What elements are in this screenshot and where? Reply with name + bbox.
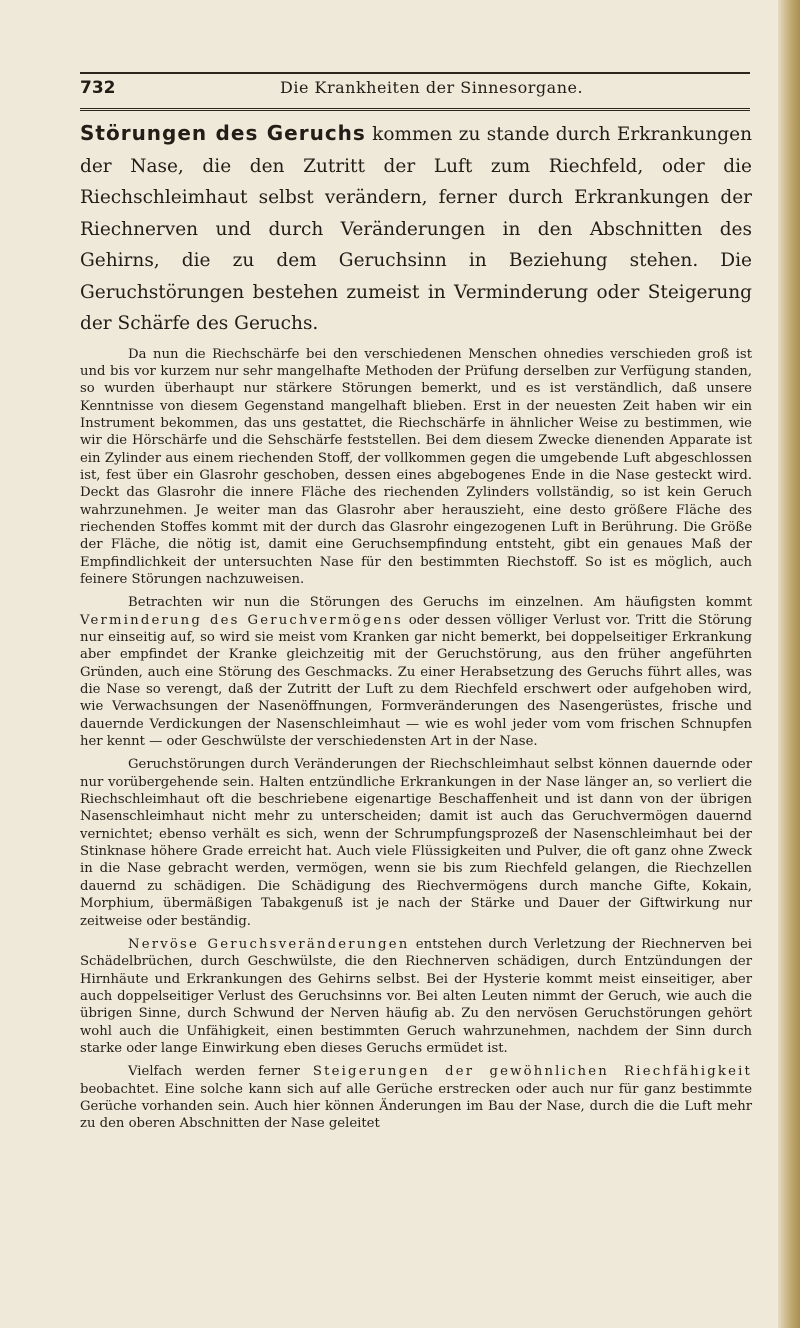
body-text xyxy=(80,118,752,1139)
running-title: Die Krankheiten der Sinnesorgane. xyxy=(280,78,584,97)
paragraph-verminderung: Betrachten wir nun die Störungen des Geruchs im einzelnen. Am häufigsten kommt Verminderung des Geruchvermögens oder dessen völliger Verlust vor. Tritt die Störung nur einseitig auf, so wird sie meist vom Kranken gar nicht bemerkt, bei doppelseitiger Erkrankung aber empfindet der Kranke gleichzeitig mit der Geruchstörung, aus den früher angeführten Gründen, auch eine Störung des Geschmacks. Zu einer Herabsetzung des Geruchs führt alles, was die Nase so verengt, daß der Zutritt der Luft zu dem Riechfeld erschwert oder aufgehoben wird, wie Verwachsungen der Nasenöffnungen, Formveränderungen des Nasengerüstes, frische und dauernde Verdickungen der Nasenschleimhaut — wie es wohl jeder vom vom frischen Schnupfen her kennt — oder Geschwülste der verschiedensten Art in der Nase. xyxy=(80,595,753,750)
term-nervoese: Nervöse Geruchsveränderungen xyxy=(128,936,410,952)
page-edge xyxy=(778,0,800,1328)
paragraph-riechschaerfe: Da nun die Riechschärfe bei den verschiedenen Menschen ohnedies verschieden groß ist und bis vor kurzem nur sehr mangelhafte Methoden der Prüfung derselben zur Verfügung standen, so wurden überhaupt nur stärkere Störungen bemerkt, und es ist verständlich, daß unsere Kenntnisse von diesem Gegenstand mangelhaft blieben. Erst in der neuesten Zeit haben wir ein Instrument bekommen, das uns gestattet, die Riechschärfe in ähnlicher Weise zu bestimmen, wie wir die Hörschärfe und die Sehschärfe feststellen. Bei dem diesem Zwecke dienenden Apparate ist ein Zylinder aus einem riechenden Stoff, der vollkommen gegen die umgebende Luft abgeschlossen ist, fest über ein Glasrohr geschoben, dessen eines abgebogenes Ende in die Nase gesteckt wird. Deckt das Glasrohr die innere Fläche des riechenden Zylinders vollständig, so ist kein Geruch wahrzunehmen. Je weiter man das Glasrohr aber herauszieht, eine desto größere Fläche des riechenden Stoffes kommt mit der durch das Glasrohr eingezogenen Luft in Berührung. Die Größe der Fläche, die nötig ist, damit eine Geruchsempfindung entsteht, gibt ein genaues Maß der Empfindlichkeit der untersuchten Nase für den bestimmten Riechstoff. So ist es möglich, auch feinere Störungen nachzuweisen. xyxy=(80,346,752,587)
section-heading: Störungen des Geruchs xyxy=(80,121,366,145)
section-lead-paragraph xyxy=(80,118,752,340)
lead-text: kommen zu stande durch Erkrankungen der Nase, die den Zutritt der Luft zum Riechfeld, oder die Riechschleimhaut selbst verändern, ferner durch Erkrankungen der Riechnerven und durch Veränderungen in den Abschnitten des Gehirns, die zu dem Geruchsinn in Beziehung stehen. Die Geruchstörungen bestehen zumeist in Verminderung oder Steigerung der Schärfe des Geruchs. xyxy=(80,124,752,334)
paragraph-riechschleimhaut: Geruchstörungen durch Veränderungen der Riechschleimhaut selbst können dauernde oder nur vorübergehende sein. Halten entzündliche Erkrankungen in der Nase länger an, so verliert die Riechschleimhaut oft die beschriebene eigenartige Beschaffenheit und ist dann von der übrigen Nasenschleimhaut nicht mehr zu unterscheiden; damit ist auch das Geruchvermögen dauernd vernichtet; ebenso verhält es sich, wenn der Schrumpfungsprozeß der Nasenschleimhaut bei der Stinknase höhere Grade erreicht hat. Auch viele Flüssigkeiten und Pulver, die oft ganz ohne Zweck in die Nase gebracht werden, vermögen, wenn sie bis zum Riechfeld gelangen, die Riechzellen dauernd zu schädigen. Die Schädigung des Riechvermögens durch manche Gifte, Kokain, Morphium, übermäßigen Tabakgenuß ist je nach der Stärke und Dauer der Giftwirkung nur zeitweise oder beständig. xyxy=(80,757,752,929)
page-header xyxy=(80,72,750,111)
paragraph-nervoese: Nervöse Geruchsveränderungen entstehen durch Verletzung der Riechnerven bei Schädelbrüchen, durch Geschwülste, die den Riechnerven schädigen, durch Entzündungen der Hirnhäute und Erkrankungen des Gehirns selbst. Bei der Hysterie kommt meist einseitiger, aber auch doppelseitiger Verlust des Geruchsinns vor. Bei alten Leuten nimmt der Geruch, wie auch die übrigen Sinne, durch Schwund der Nerven häufig ab. Zu den nervösen Geruchstörungen gehört wohl auch die Unfähigkeit, einen bestimmten Geruch wahrzunehmen, nachdem der Sinn durch starke oder lange Einwirkung eben dieses Geruchs ermüdet ist. xyxy=(80,936,753,1056)
term-verminderung: Verminderung des Geruchvermögens xyxy=(80,612,404,628)
term-steigerungen: Steigerungen der gewöhnlichen Riechfähigkeit xyxy=(312,1064,752,1080)
paragraph-steigerungen: Vielfach werden ferner Steigerungen der gewöhnlichen Riechfähigkeit beobachtet. Eine solche kann sich auf alle Gerüche erstrecken oder auch nur für ganz bestimmte Gerüche vorhanden sein. Auch hier können Änderungen im Bau der Nase, durch die die Luft mehr zu den oberen Abschnitten der Nase geleitet xyxy=(80,1064,752,1132)
page-number: 732 xyxy=(80,78,116,98)
